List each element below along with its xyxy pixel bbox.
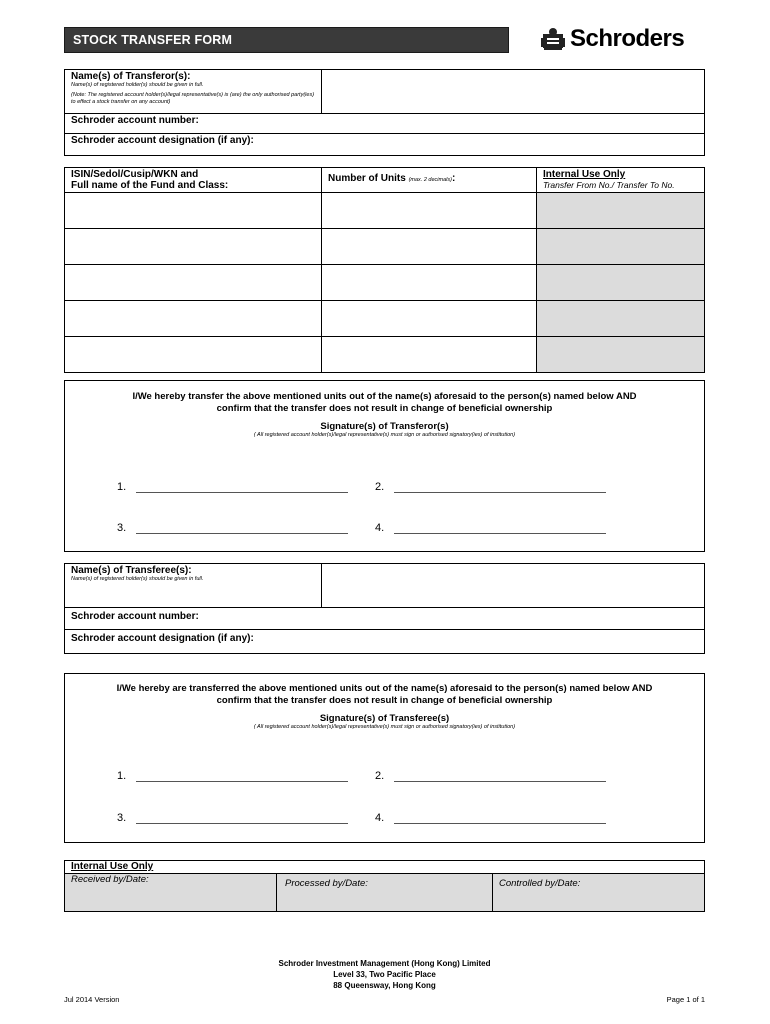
transferee-account-designation-label: Schroder account designation (if any): (71, 633, 254, 644)
transferee-details-table (64, 563, 705, 654)
transferor-signature-2[interactable] (375, 481, 606, 493)
fund-column-line1: ISIN/Sedol/Cusip/WKN and (71, 169, 199, 180)
transferor-signature-note: ( All registered account holder(s)/legal representative(s) must sign or authorised signatory(ies) of institution) (253, 432, 516, 438)
transferee-signature-3[interactable] (117, 812, 348, 824)
fund-name-input[interactable] (65, 301, 322, 337)
transferor-declaration-box (64, 380, 705, 552)
units-input[interactable] (322, 193, 537, 229)
units-input[interactable] (322, 301, 537, 337)
transferor-details-table (64, 69, 705, 156)
transferor-signature-heading: Signature(s) of Transferor(s) (320, 421, 449, 432)
transferor-signature-3[interactable] (117, 522, 348, 534)
sig-number: 1. (117, 481, 127, 493)
transferor-signature-1[interactable] (117, 481, 348, 493)
units-input[interactable] (322, 265, 537, 301)
transferee-account-number-label: Schroder account number: (71, 611, 199, 622)
transferee-names-input[interactable] (322, 564, 705, 608)
version-label: Jul 2014 Version (64, 995, 120, 1004)
company-name: Schroder Investment Management (Hong Kong) Limited (278, 959, 491, 968)
units-table (64, 167, 705, 373)
signature-line[interactable] (136, 523, 348, 534)
signature-line[interactable] (394, 771, 606, 782)
transferor-authority-note: (Note: The registered account holder(s)/legal representative(s) is (are) the only authorised party(ies) to effect a stock transfer on any account) (71, 92, 315, 105)
transferee-declaration-line1: I/We hereby are transferred the above mentioned units out of the name(s) aforesaid to the person(s) named below AND (116, 683, 653, 694)
transferor-account-designation-label: Schroder account designation (if any): (71, 135, 254, 146)
crest-icon (540, 26, 566, 52)
fund-name-input[interactable] (65, 337, 322, 373)
signature-line[interactable] (136, 813, 348, 824)
internal-use-cell (537, 337, 705, 373)
signature-line[interactable] (136, 771, 348, 782)
signature-line[interactable] (394, 813, 606, 824)
schroders-logo (540, 24, 705, 54)
transferor-names-input[interactable] (322, 70, 705, 114)
transferee-signature-2[interactable] (375, 770, 606, 782)
logo-text: Schroders (570, 25, 685, 52)
page-number: Page 1 of 1 (666, 995, 705, 1004)
transferee-signature-note: ( All registered account holder(s)/legal representative(s) must sign or authorised signatory(ies) of institution) (253, 724, 516, 730)
transferee-names-label: Name(s) of Transferee(s): (71, 565, 192, 576)
internal-use-title: Internal Use Only (71, 861, 154, 872)
transferee-declaration-box (64, 673, 705, 843)
internal-use-label: Internal Use Only (543, 169, 626, 180)
units-input[interactable] (322, 337, 537, 373)
fund-name-input[interactable] (65, 229, 322, 265)
transferee-signature-heading: Signature(s) of Transferee(s) (319, 713, 450, 724)
transferee-signature-4[interactable] (375, 812, 606, 824)
sig-number: 2. (375, 770, 385, 782)
transferor-account-designation-field[interactable] (65, 134, 705, 156)
transferee-names-note: Name(s) of registered holder(s) should be given in full. (71, 576, 204, 582)
internal-use-cell (537, 193, 705, 229)
internal-use-cell (537, 265, 705, 301)
form-title: STOCK TRANSFER FORM (64, 27, 509, 53)
transferor-names-note: Name(s) of registered holder(s) should be given in full. (71, 82, 204, 88)
footer-address (64, 958, 705, 991)
transferee-account-number-field[interactable] (65, 608, 705, 630)
transferor-account-number-field[interactable] (65, 114, 705, 134)
processed-by-label: Processed by/Date: (285, 878, 368, 889)
units-column-label: Number of Units (328, 173, 406, 184)
transferor-declaration-line2: confirm that the transfer does not result in change of beneficial ownership (216, 403, 553, 414)
transferor-signature-4[interactable] (375, 522, 606, 534)
transferor-names-label-cell (65, 70, 322, 114)
transferor-names-label: Name(s) of Transferor(s): (71, 71, 191, 82)
transferor-declaration-line1: I/We hereby transfer the above mentioned units out of the name(s) aforesaid to the person(s) named below AND (132, 391, 637, 402)
transferee-signature-1[interactable] (117, 770, 348, 782)
fund-column-line2: Full name of the Fund and Class: (71, 180, 229, 191)
transferee-names-label-cell (65, 564, 322, 608)
sig-number: 3. (117, 812, 127, 824)
sig-number: 1. (117, 770, 127, 782)
fund-name-input[interactable] (65, 193, 322, 229)
units-column-colon: : (451, 173, 456, 184)
units-input[interactable] (322, 229, 537, 265)
sig-number: 4. (375, 522, 385, 534)
controlled-by-label: Controlled by/Date: (499, 878, 581, 889)
sig-number: 2. (375, 481, 385, 493)
transferee-declaration-line2: confirm that the transfer does not result in change of beneficial ownership (216, 695, 553, 706)
address-line1: Level 33, Two Pacific Place (333, 970, 436, 979)
transferor-account-number-label: Schroder account number: (71, 115, 199, 126)
transferee-account-designation-field[interactable] (65, 630, 705, 654)
fund-column-header (65, 168, 322, 193)
internal-use-box (64, 860, 705, 912)
signature-line[interactable] (394, 482, 606, 493)
signature-line[interactable] (394, 523, 606, 534)
fund-name-input[interactable] (65, 265, 322, 301)
transfer-no-label: Transfer From No./ Transfer To No. (543, 180, 675, 190)
received-by-label: Received by/Date: (71, 874, 149, 885)
internal-use-cell (537, 229, 705, 265)
address-line2: 88 Queensway, Hong Kong (333, 981, 436, 990)
units-column-header (322, 168, 537, 193)
sig-number: 4. (375, 812, 385, 824)
signature-line[interactable] (136, 482, 348, 493)
units-column-note: (max. 2 decimals) (408, 177, 452, 183)
internal-use-cell (537, 301, 705, 337)
internal-use-column-header (537, 168, 705, 193)
sig-number: 3. (117, 522, 127, 534)
